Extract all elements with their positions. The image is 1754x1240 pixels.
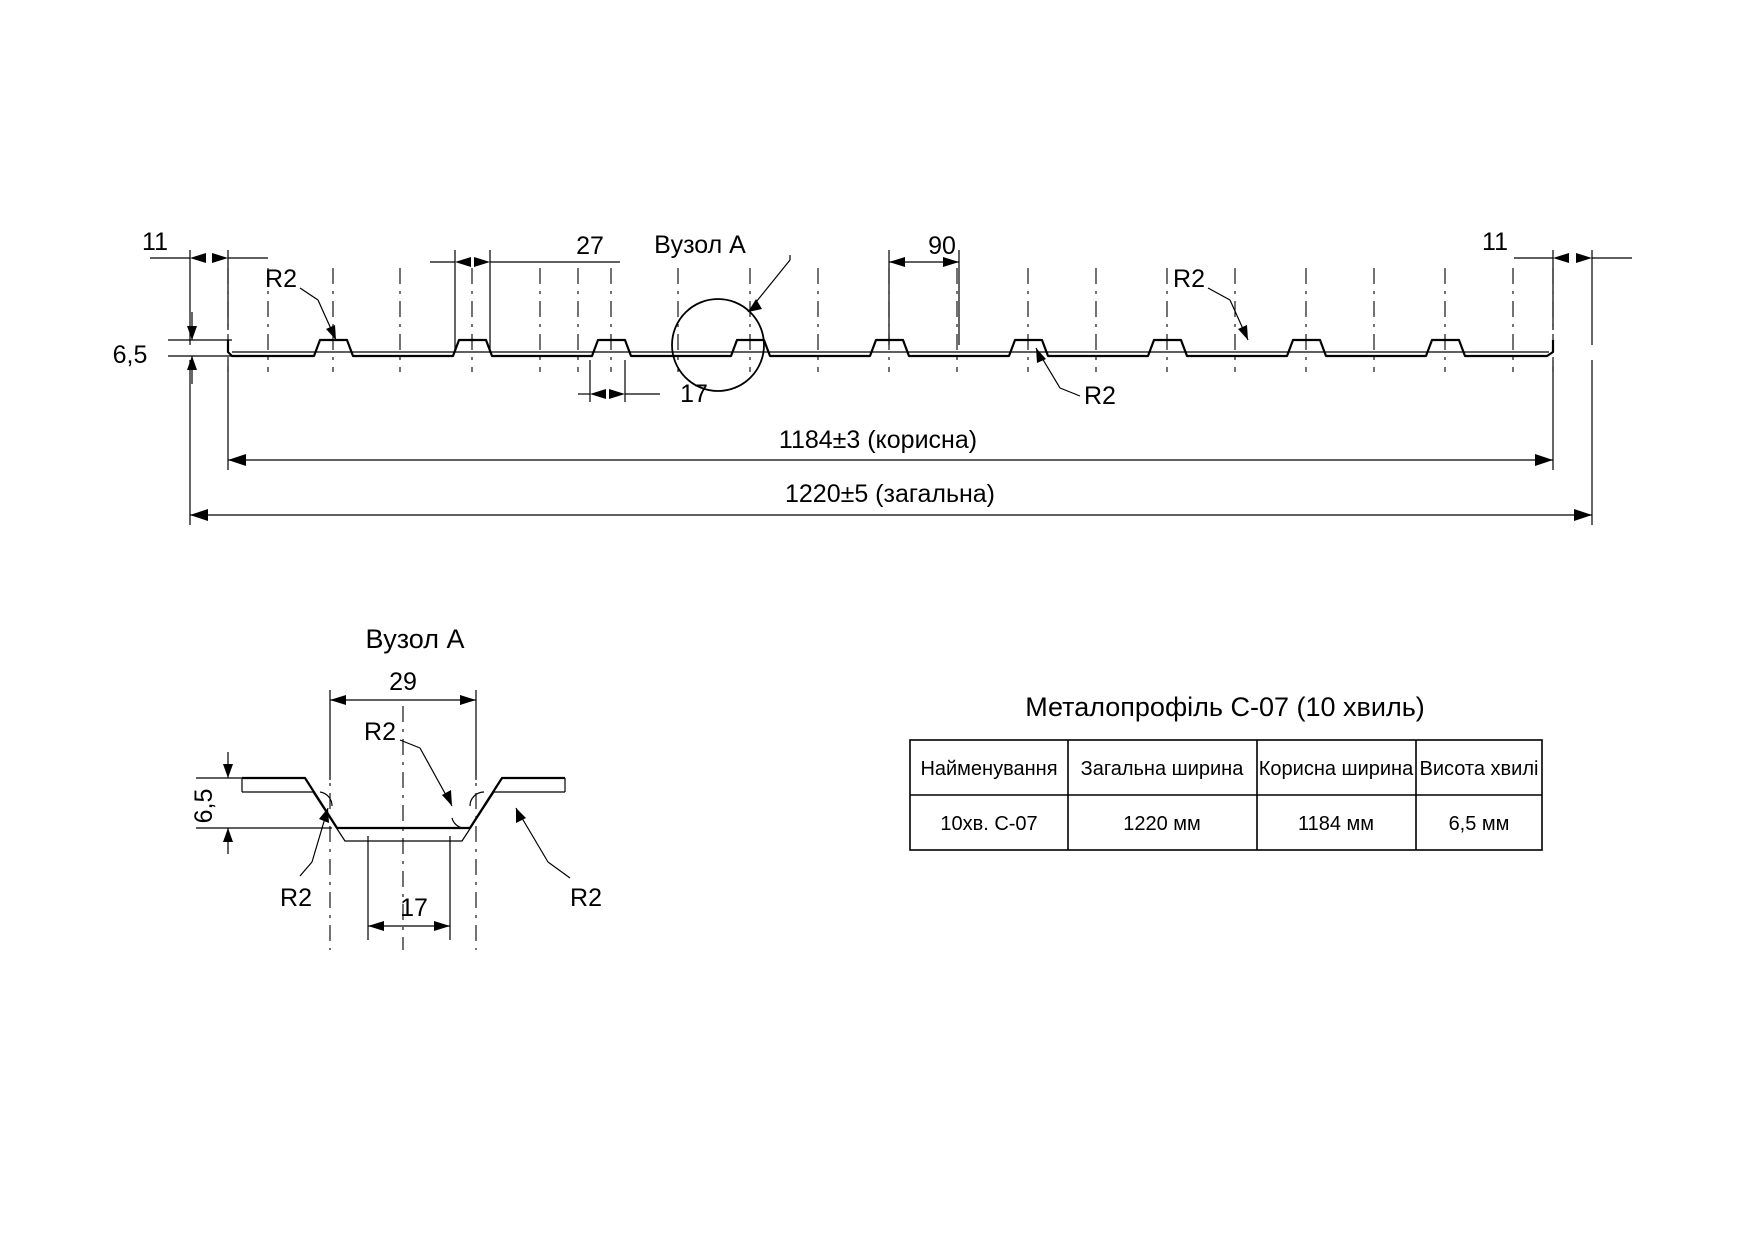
leader-detail-r2-right-label: R2: [570, 884, 602, 912]
dim-wave-pitch: [889, 250, 959, 345]
dim-total-width-label: 1220±5 (загальна): [785, 480, 995, 508]
table-title: Металопрофіль С-07 (10 хвиль): [1025, 692, 1425, 722]
dim-detail-top-width-label: 29: [389, 668, 417, 696]
leader-detail-r2-bottom-left-label: R2: [280, 884, 312, 912]
dim-edge-left: [150, 250, 268, 345]
table-header-1: Загальна ширина: [1080, 758, 1244, 780]
leader-r2-right: [1208, 288, 1248, 340]
detail-callout-label: Вузол A: [654, 231, 746, 259]
leader-r2-center-label: R2: [1084, 382, 1116, 410]
dim-detail-bottom-width: [368, 836, 450, 940]
dim-detail-bottom-width-label: 17: [400, 894, 428, 922]
main-profile-outline: [228, 340, 1553, 356]
leader-detail-r2-top-label: R2: [364, 718, 396, 746]
dim-useful-width-label: 1184±3 (корисна): [778, 426, 978, 454]
leader-detail-r2-right: [516, 808, 570, 878]
detail-callout-circle: [672, 255, 790, 391]
table-cell-0-3: 6,5 мм: [1448, 813, 1510, 835]
table-header-3: Висота хвилі: [1419, 758, 1539, 780]
table-cell-0-0: 10хв. С-07: [940, 813, 1038, 835]
dim-rib-bottom-label: 17: [680, 380, 708, 408]
dim-edge-right: [1514, 250, 1632, 345]
dim-detail-top-width: [330, 690, 476, 780]
dim-edge-left-label: 11: [142, 228, 168, 256]
leader-detail-r2-bottom-left: [300, 808, 329, 876]
dim-rib-top: [430, 250, 620, 350]
leader-r2-left: [300, 288, 336, 340]
table-cell-0-1: 1220 мм: [1123, 813, 1201, 835]
dim-detail-height-label: 6,5: [190, 788, 218, 824]
dim-wave-pitch-label: 90: [928, 232, 956, 260]
dim-height-main: [168, 312, 232, 384]
table-cell-0-2: 1184 мм: [1297, 813, 1375, 835]
table-header-2: Корисна ширина: [1258, 758, 1414, 780]
leader-detail-r2-top: [335, 740, 452, 806]
dim-height-main-label: 6,5: [112, 341, 148, 369]
detail-view-title: Вузол A: [365, 624, 465, 654]
dim-rib-bottom: [578, 360, 660, 402]
table-header-0: Найменування: [920, 758, 1058, 780]
leader-r2-left-label: R2: [265, 265, 297, 293]
dim-rib-top-label: 27: [576, 232, 604, 260]
detail-radius-arcs: [320, 792, 484, 828]
dim-edge-right-label: 11: [1482, 228, 1508, 256]
leader-r2-right-label: R2: [1173, 265, 1205, 293]
